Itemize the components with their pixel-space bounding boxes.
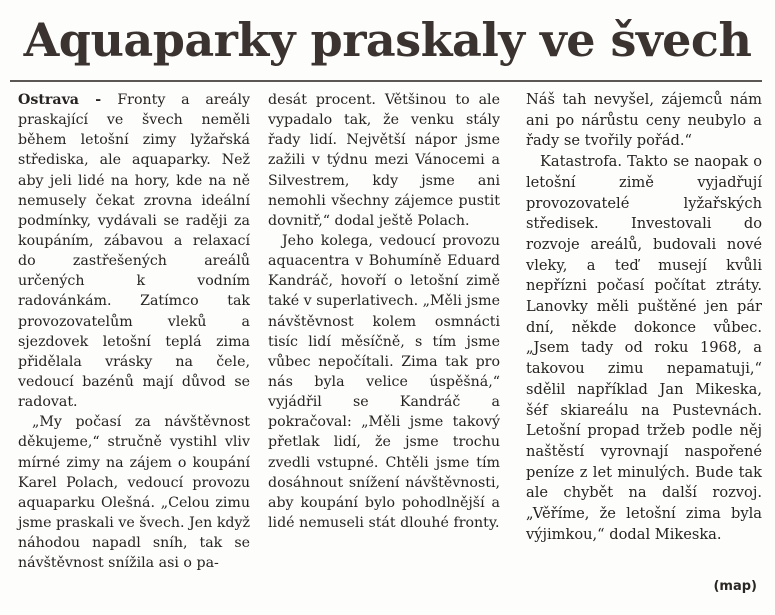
article-paragraph: Jeho kolega, vedoucí provozu aquacentra v Bohumíně Eduard Kandráč, hovoří o letošní zimě také v superlativech. „Měli jsme návštěvnost kolem osmnácti tisíc lidí měsíčně, s tím jsme vůbec nepočítali. Zima tak pro nás byla velice úspěšná,“ vyjádřil se Kandráč a pokračoval: „Měli jsme takový přetlak lidí, že jsme trochu zvedli vstupné. Chtěli jsme tím dosáhnout snížení návštěvnosti, aby koupání bylo pohodlnější a lidé nemuseli stát dlouhé fronty. xyxy=(268,232,501,531)
article-paragraph xyxy=(18,90,250,412)
article-paragraph-text: Fronty a areály praskající ve švech neměli během letošní zimy lyžařská střediska, ale aquaparky. Než aby jeli lidé na hory, kde na ně nemusely čekat zrovna ideální podmínky, vydávali se raději za koupáním, zábavou a relaxací do zastřešených areálů určených k vodním radovánkám. Zatímco tak provozovatelům vleků a sjezdovek letošní teplá zima přidělala vrásky na čele, vedoucí bazénů mají důvod se radovat. xyxy=(18,92,250,411)
article-column-3 xyxy=(526,90,762,545)
article-headline: Aquaparky praskaly ve švech xyxy=(23,13,752,67)
article-paragraph: Katastrofa. Takto se naopak o letošní zimě vyjadřují provozovatelé lyžařských středisek. Investovali do rozvoje areálů, budovali nové vleky, a teď musejí kvůli nepřízni počasí počítat ztráty. Lanovky měli puštěné jen pár dní, někde dokonce vůbec. „Jsem tady od roku 1968, a takovou zimu nepamatuji,“ sdělil například Jan Mikeska, šéf skiareálu na Pustevnách. Letošní propad tržeb podle něj naštěstí vyrovnají naspořené peníze z let minulých. Bude tak ale chybět na další rozvoj. „Věříme, že letošní zima byla výjimkou,“ dodal Mikeska. xyxy=(526,153,762,543)
article-dateline: Ostrava - xyxy=(18,92,118,108)
article-paragraph: Náš tah nevyšel, zájemců nám ani po nárůstu ceny neubylo a řady se tvořily pořád.“ xyxy=(526,91,762,150)
headline-divider xyxy=(10,80,762,82)
article-column-1 xyxy=(18,90,250,573)
author-signature: (map) xyxy=(713,579,757,594)
article-paragraph: desát procent. Většinou to ale vypadalo tak, že venku stály řady lidí. Největší nápor jsme zažili v týdnu mezi Vánocemi a Silvestrem, kdy jsme ani nemohli všechny zájemce pustit dovnitř,“ dodal ještě Polach. xyxy=(268,92,500,229)
article-column-2 xyxy=(268,90,500,533)
article-paragraph: „My počasí za návštěvnost děkujeme,“ stručně vystihl vliv mírné zimy na zájem o koupání Karel Polach, vedoucí provozu aquaparku Olešná. „Celou zimu jsme praskali ve švech. Jen když náhodou napadl sníh, tak se návštěvnost snížila asi o pa- xyxy=(18,414,250,572)
